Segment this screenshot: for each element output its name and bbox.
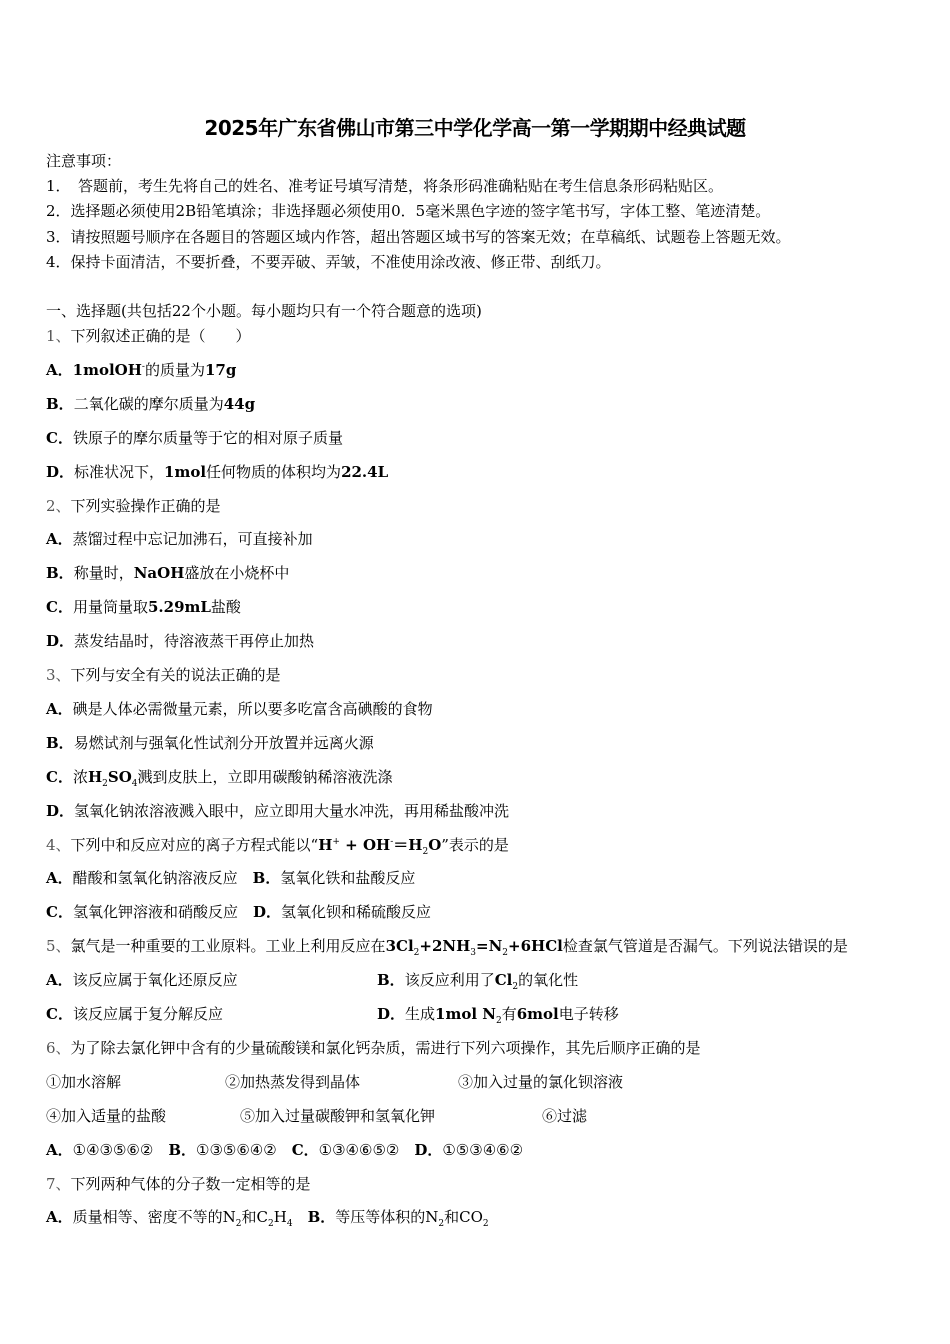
line-text [46,393,255,415]
text-segment: C． [291,1140,319,1159]
text-segment: 标准状况下， [74,462,165,481]
line-text [46,461,388,483]
text-segment: 蒸发结晶时，待溶液蒸干再停止加热 [74,632,315,651]
line-text [46,427,343,449]
text-segment: 该反应利用了 [404,971,495,990]
line-text [46,1071,121,1093]
text-segment: D． [414,1140,443,1159]
text-segment: 1、 [46,327,71,345]
line-text [225,1071,360,1093]
text-segment: 有 [501,1005,517,1023]
text-segment: B． [377,971,405,990]
text-segment: C． [46,1005,73,1023]
text-segment: 该反应属于氧化还原反应 [72,971,238,990]
text-segment: A． [46,1208,73,1227]
line-text [46,1003,223,1025]
text-segment: 2 [422,846,429,857]
text-segment: 2 [502,948,509,959]
note-item: 2．选择题必须使用2B铅笔填涂；非选择题必须使用0．5毫米黑色字迹的签字笔书写，字体工整、笔迹清楚。 [46,202,771,220]
text-segment: =N [476,937,503,956]
text-segment: 下列与安全有关的说法正确的是 [70,666,281,684]
text-segment: 7、 [46,1174,71,1193]
notes-heading: 注意事项： [46,152,122,170]
text-segment: 5、 [46,937,71,956]
text-segment: 2 [512,982,519,993]
text-segment: 1mol [164,462,207,481]
line-text [46,732,374,754]
text-segment: 任何物质的体积均为 [206,462,342,481]
text-segment: B． [46,564,74,583]
text-segment: Cl [494,971,513,990]
text-segment: B． [46,733,74,752]
text-segment: B． [252,869,281,888]
text-segment: ②加热蒸发得到晶体 [225,1072,361,1091]
line-text [46,766,393,788]
line-text [377,1003,619,1025]
text-segment: ①加水溶解 [46,1072,122,1091]
text-segment: 的氧化性 [518,971,579,990]
text-segment: 氢氧化钠浓溶液溅入眼中，应立即用大量水冲洗，再用稀盐酸冲洗 [74,801,510,820]
line-text [46,1139,523,1161]
text-segment: D． [46,632,75,651]
text-segment: 氢氧化钾溶液和硝酸反应 [72,903,253,922]
line-text [240,1105,435,1127]
text-segment: ①④③⑤⑥② [72,1140,169,1159]
line-text [46,325,251,347]
line-text [542,1105,587,1127]
text-segment: A． [46,530,73,549]
text-segment: ⑤加入过量碳酸钾和氢氧化钾 [240,1106,436,1125]
text-segment: 17g [204,360,237,379]
text-segment: C． [46,428,73,447]
text-segment: D． [377,1005,406,1023]
text-segment: 3 [470,948,476,959]
text-segment: 2 [413,948,420,959]
line-text [46,596,241,618]
text-segment: A．1molOH [46,360,142,379]
text-segment: 6、 [46,1038,71,1057]
text-segment: 5.29mL [147,598,211,617]
text-segment: 下列叙述正确的是（ ） [70,327,251,345]
text-segment: ”表示的是 [441,835,509,854]
text-segment: +2NH [419,937,471,956]
text-segment: C． [46,903,73,922]
text-segment: O [428,835,442,854]
text-segment [293,1208,308,1226]
text-segment: 下列两种气体的分子数一定相等的是 [70,1174,311,1193]
text-segment: 3Cl [385,937,414,956]
text-segment: 氯气是一种重要的工业原料。工业上利用反应在 [70,937,386,956]
text-segment: ⑥过滤 [542,1106,588,1125]
text-segment: 3、 [46,666,71,684]
note-item: 4．保持卡面清洁，不要折叠，不要弄破、弄皱，不准使用涂改液、修正带、刮纸刀。 [46,253,611,271]
text-segment: ①③④⑥⑤② [318,1140,415,1159]
note-item: 3．请按照题号顺序在各题目的答题区域内作答，超出答题区域书写的答案无效；在草稿纸、试题卷上答题无效。 [46,228,791,246]
text-segment: 22.4L [341,462,389,481]
text-segment: 4、 [46,835,71,854]
text-segment: 溅到皮肤上，立即用碳酸钠稀溶液洗涤 [137,767,393,786]
line-text [46,562,289,584]
text-segment: ①⑤③④⑥② [442,1140,524,1159]
text-segment: 2 [235,1219,242,1230]
line-text [46,1206,489,1228]
text-segment: C． [46,598,73,617]
text-segment: 碘是人体必需微量元素，所以要多吃富含高碘酸的食物 [72,699,433,718]
text-segment: 氢氧化钡和稀硫酸反应 [280,903,431,922]
line-text [46,867,415,889]
text-segment: 2、 [46,496,71,515]
text-segment: 铁原子的摩尔质量等于它的相对原子质量 [72,428,343,447]
line-text [46,1037,701,1059]
line-text [46,834,509,856]
text-segment: ＝H [393,835,423,854]
text-segment: 下列实验操作正确的是 [70,496,221,515]
text-segment: 2 [102,778,108,789]
text-segment: SO [107,767,132,786]
text-segment: 4 [131,778,138,789]
text-segment: 生成 [405,1005,436,1023]
text-segment: 和C [241,1208,268,1227]
note-item: 1． 答题前，考生先将自己的姓名、准考证号填写清楚，将条形码准确粘贴在考生信息条形码粘贴区。 [46,177,724,195]
section-heading: 一、选择题(共包括22个小题。每小题均只有一个符合题意的选项) [46,302,482,320]
text-segment: NaOH [133,564,185,583]
text-segment: 1mol N [435,1005,496,1023]
text-segment: 2 [268,1219,274,1230]
text-segment: 下列中和反应对应的离子方程式能以“ [70,835,319,854]
text-segment: H [318,835,333,854]
text-segment: A． [46,1140,73,1159]
line-text [377,969,578,991]
text-segment: A． [46,971,73,990]
text-segment: - [141,361,145,372]
text-segment: 和CO [444,1208,483,1227]
text-segment: 44g [223,394,256,413]
line-text [46,969,238,991]
text-segment: 醋酸和氢氧化钠溶液反应 [72,869,253,888]
text-segment: 易燃试剂与强氧化性试剂分开放置并远离火源 [73,733,374,752]
line-text [46,495,221,517]
text-segment: 2 [495,1016,502,1026]
text-segment: ③加入过量的氯化钡溶液 [458,1072,624,1091]
text-segment: B． [168,1140,197,1159]
line-text [458,1071,623,1093]
text-segment: 2 [438,1219,445,1230]
line-text [46,664,281,686]
text-segment: 二氧化碳的摩尔质量为 [73,394,224,413]
text-segment: 检查氯气管道是否漏气。下列说法错误的是 [562,937,848,956]
text-segment: 盐酸 [210,598,241,617]
line-text [46,698,433,720]
text-segment: 用量筒量取 [72,598,148,617]
text-segment: 等压等体积的N [335,1208,439,1227]
document-title: 2025年广东省佛山市第三中学化学高一第一学期期中经典试题 [204,116,746,140]
text-segment: 该反应属于复分解反应 [72,1005,223,1023]
line-text [46,935,848,957]
text-segment: D． [46,462,75,481]
text-segment: A． [46,699,73,718]
line-text [46,800,509,822]
text-segment: 4 [286,1219,293,1230]
text-segment: D． [252,903,281,922]
text-segment: B． [46,394,74,413]
text-segment: B． [307,1208,336,1227]
text-segment: 盛放在小烧杯中 [184,564,290,583]
line-text [46,1105,166,1127]
text-segment: + OH [339,835,391,854]
text-segment: 蒸馏过程中忘记加沸石，可直接补加 [72,530,313,549]
text-segment: 电子转移 [558,1005,619,1023]
text-segment: A． [46,869,73,888]
text-segment: 氢氧化铁和盐酸反应 [280,869,416,888]
text-segment: D． [46,801,75,820]
line-text [46,901,431,923]
text-segment: 6mol [516,1005,559,1023]
line-text [46,1173,311,1195]
text-segment: 称量时， [73,564,134,583]
text-segment: C． [46,767,73,786]
line-text [46,630,314,652]
text-segment: ④加入适量的盐酸 [46,1106,167,1125]
text-segment: H [273,1208,287,1227]
line-text [46,528,313,550]
text-segment: + [332,836,340,847]
text-segment: 为了除去氯化钾中含有的少量硫酸镁和氯化钙杂质，需进行下列六项操作，其先后顺序正确的是 [70,1038,701,1057]
text-segment: 质量相等、密度不等的N [72,1208,236,1227]
text-segment: 2 [482,1219,489,1230]
text-segment: 浓 [72,767,88,786]
text-segment: H [87,767,103,786]
text-segment: ①③⑤⑥④② [196,1140,292,1159]
text-segment: 的质量为 [144,360,205,379]
text-segment: +6HCl [508,937,563,956]
line-text [46,359,236,381]
text-segment: - [390,836,394,847]
